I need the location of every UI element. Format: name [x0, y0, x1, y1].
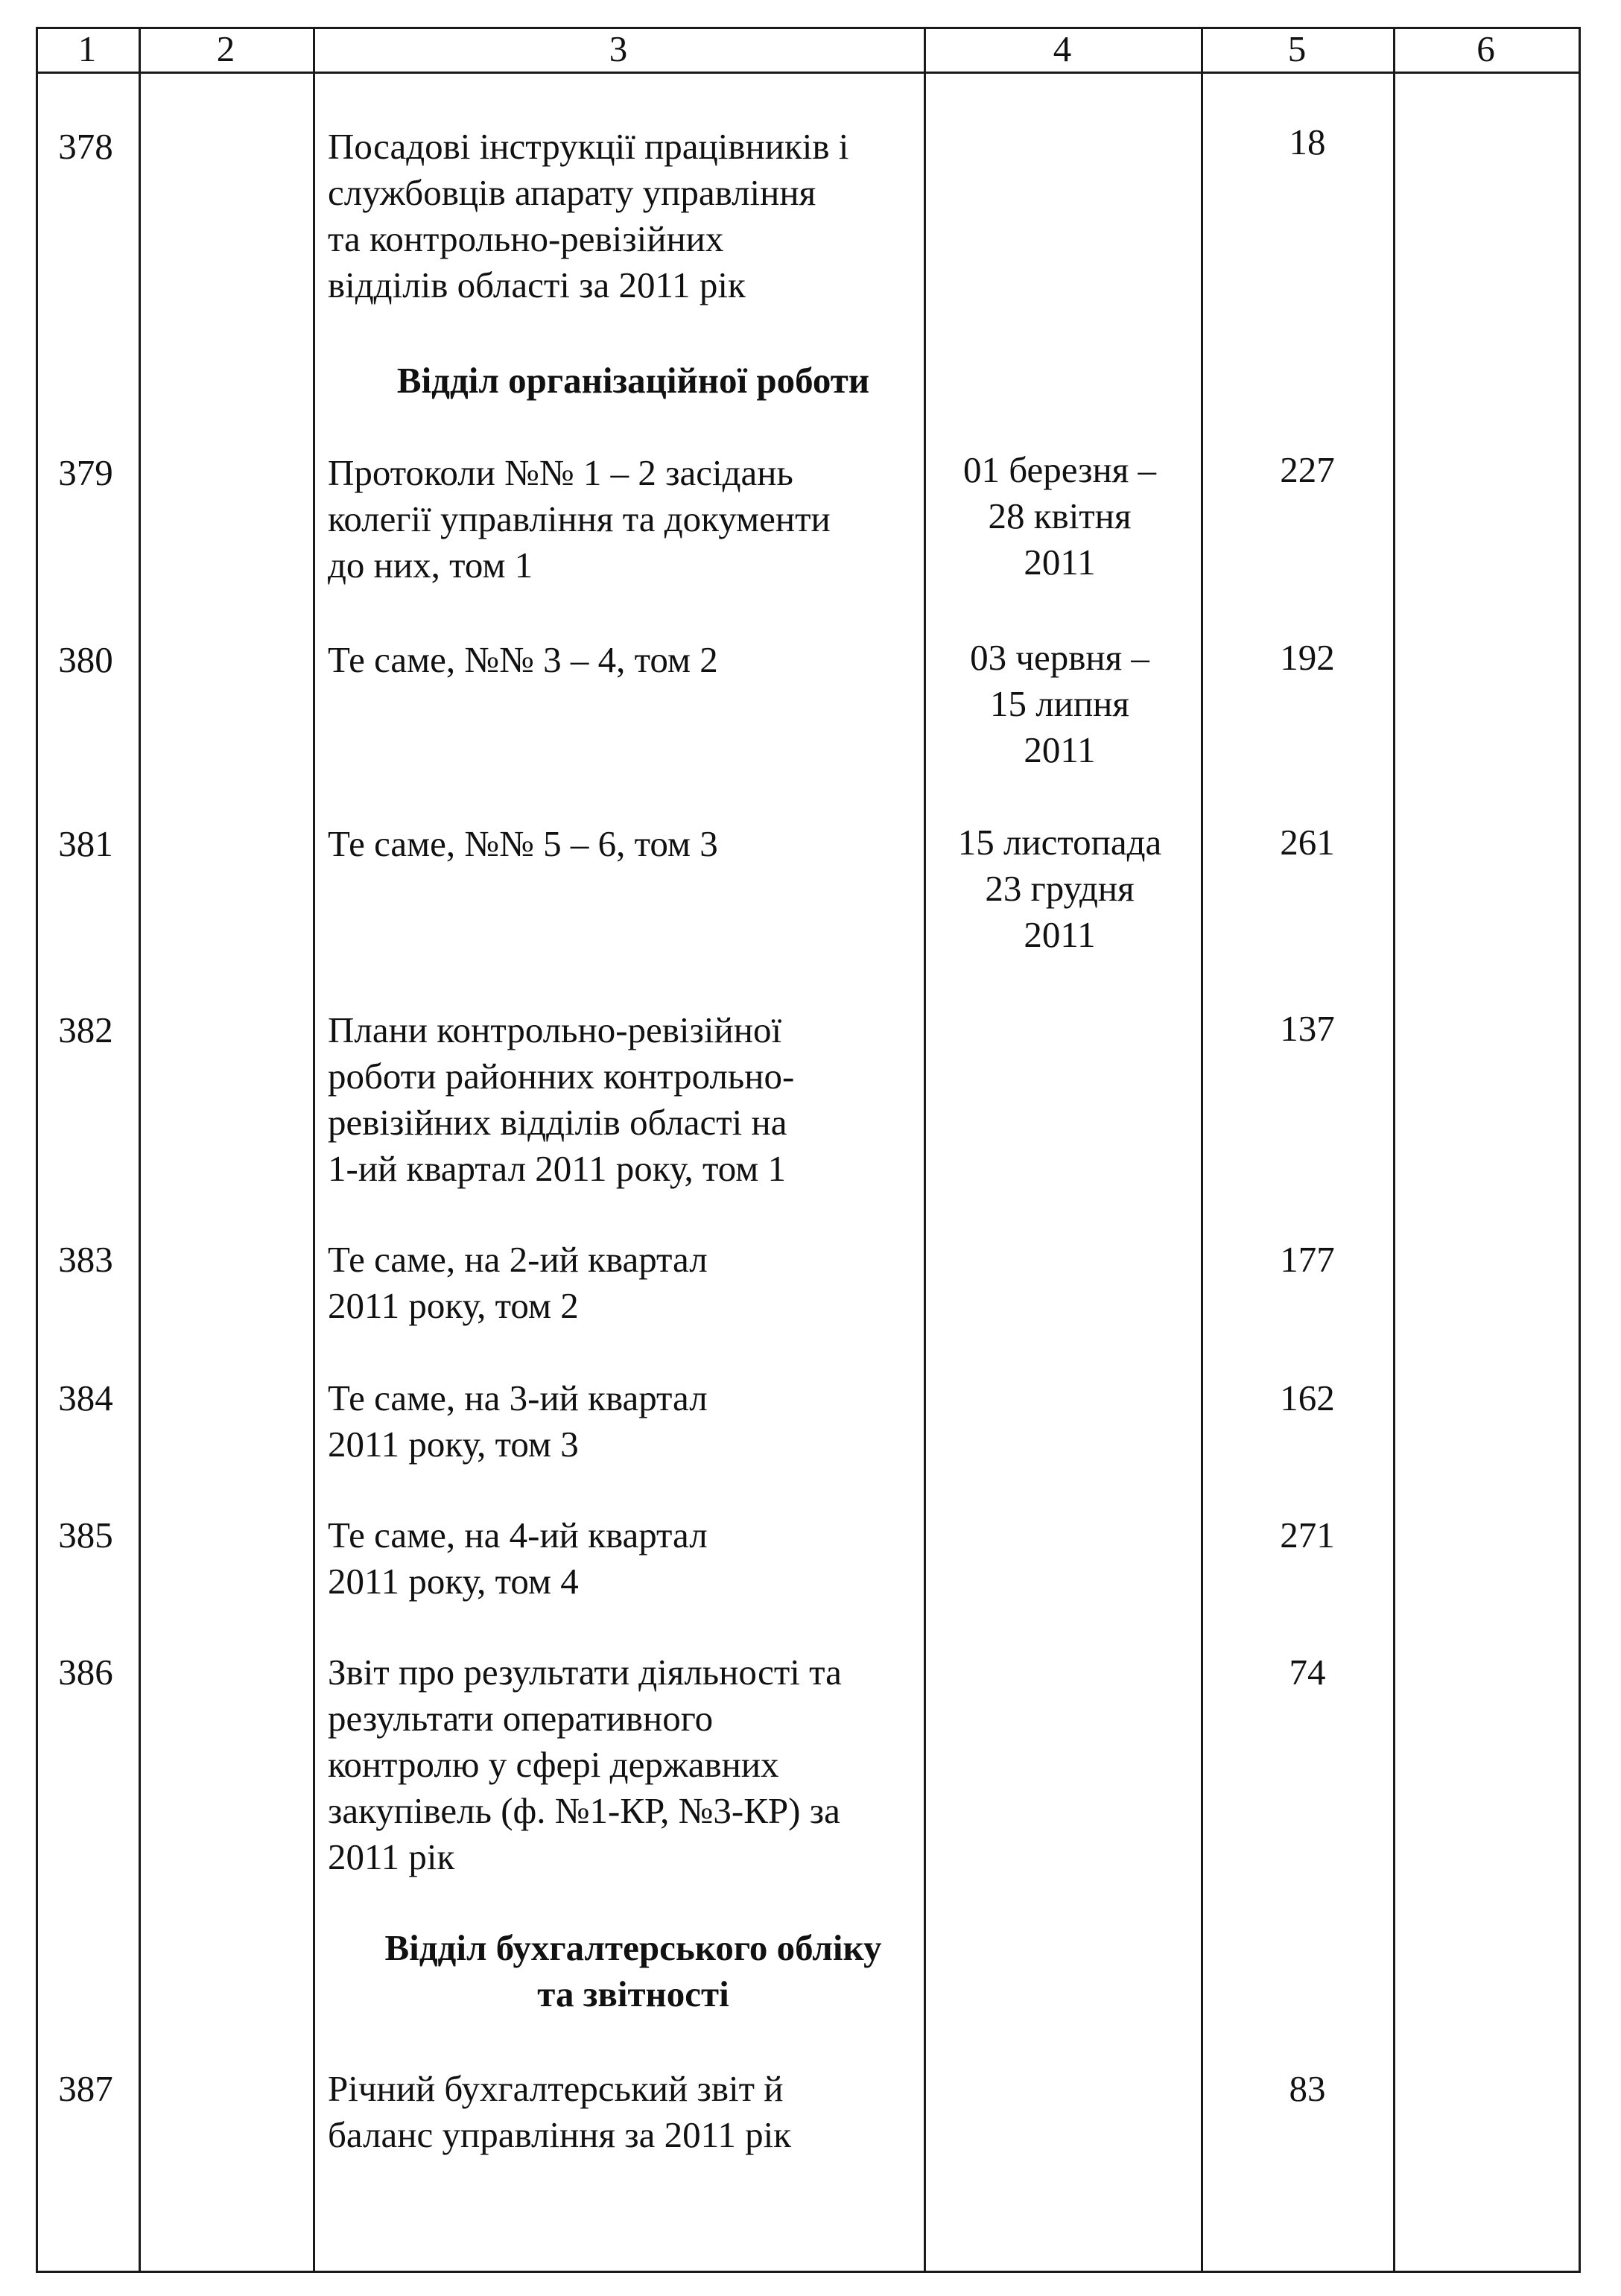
- section-heading-accounting: Відділ бухгалтерського обліку та звітності: [384, 1927, 882, 2014]
- row-379-title: Протоколи №№ 1 – 2 засідань колегії управління та документи до них, том 1: [328, 452, 831, 586]
- row-383-title: Те саме, на 2-ий квартал 2011 року, том 2: [328, 1239, 708, 1326]
- header-column-1: 1: [77, 28, 97, 69]
- row-380-title: Те саме, №№ 3 – 4, том 2: [328, 639, 718, 680]
- row-384-pages: 162: [1280, 1377, 1335, 1418]
- row-386-title: Звіт про результати діяльності та результати оперативного контролю у сфері державних закупівель (ф. №1-КР, №3-КР) за 2011 рік: [328, 1652, 842, 1877]
- header-column-2: 2: [216, 28, 235, 69]
- header-column-3: 3: [609, 28, 628, 69]
- row-382-pages: 137: [1280, 1008, 1335, 1049]
- row-378-pages: 18: [1289, 121, 1326, 162]
- column-border-4-5: [1201, 27, 1203, 2273]
- row-379-pages: 227: [1280, 449, 1335, 490]
- column-border-right: [1579, 27, 1581, 2273]
- row-381-pages: 261: [1280, 822, 1335, 863]
- header-bottom-border: [36, 72, 1581, 74]
- row-382-title: Плани контрольно-ревізійної роботи районних контрольно- ревізійних відділів області на 1-ий квартал 2011 року, том 1: [328, 1009, 795, 1189]
- row-379-number: 379: [58, 452, 113, 493]
- header-column-6: 6: [1476, 28, 1495, 69]
- row-385-pages: 271: [1280, 1515, 1335, 1555]
- row-387-pages: 83: [1289, 2068, 1326, 2109]
- row-381-number: 381: [58, 823, 113, 864]
- row-386-pages: 74: [1289, 1652, 1326, 1693]
- row-380-pages: 192: [1280, 637, 1335, 678]
- row-379-dates: 01 березня – 28 квітня 2011: [963, 449, 1156, 583]
- row-380-dates: 03 червня – 15 липня 2011: [970, 637, 1149, 770]
- row-383-pages: 177: [1280, 1239, 1335, 1280]
- row-384-title: Те саме, на 3-ий квартал 2011 року, том 3: [328, 1377, 708, 1465]
- row-385-title: Те саме, на 4-ий квартал 2011 року, том 4: [328, 1515, 708, 1602]
- header-column-5: 5: [1287, 28, 1307, 69]
- row-386-number: 386: [58, 1652, 113, 1693]
- column-border-1-2: [139, 27, 141, 2273]
- column-border-left: [36, 27, 38, 2273]
- row-381-title: Те саме, №№ 5 – 6, том 3: [328, 823, 718, 864]
- table-bottom-border: [36, 2271, 1581, 2273]
- column-border-5-6: [1393, 27, 1395, 2273]
- row-382-number: 382: [58, 1009, 113, 1050]
- row-385-number: 385: [58, 1515, 113, 1555]
- row-387-number: 387: [58, 2068, 113, 2109]
- row-383-number: 383: [58, 1239, 113, 1280]
- row-384-number: 384: [58, 1377, 113, 1418]
- section-heading-organizational: Відділ організаційної роботи: [396, 360, 870, 401]
- row-381-dates: 15 листопада 23 грудня 2011: [957, 822, 1162, 955]
- row-387-title: Річний бухгалтерський звіт й баланс управління за 2011 рік: [328, 2068, 791, 2155]
- row-378-title: Посадові інструкції працівників і службовців апарату управління та контрольно-ревізійних відділів області за 2011 рік: [328, 126, 849, 305]
- row-380-number: 380: [58, 639, 113, 680]
- row-378-number: 378: [58, 126, 113, 167]
- header-column-4: 4: [1053, 28, 1072, 69]
